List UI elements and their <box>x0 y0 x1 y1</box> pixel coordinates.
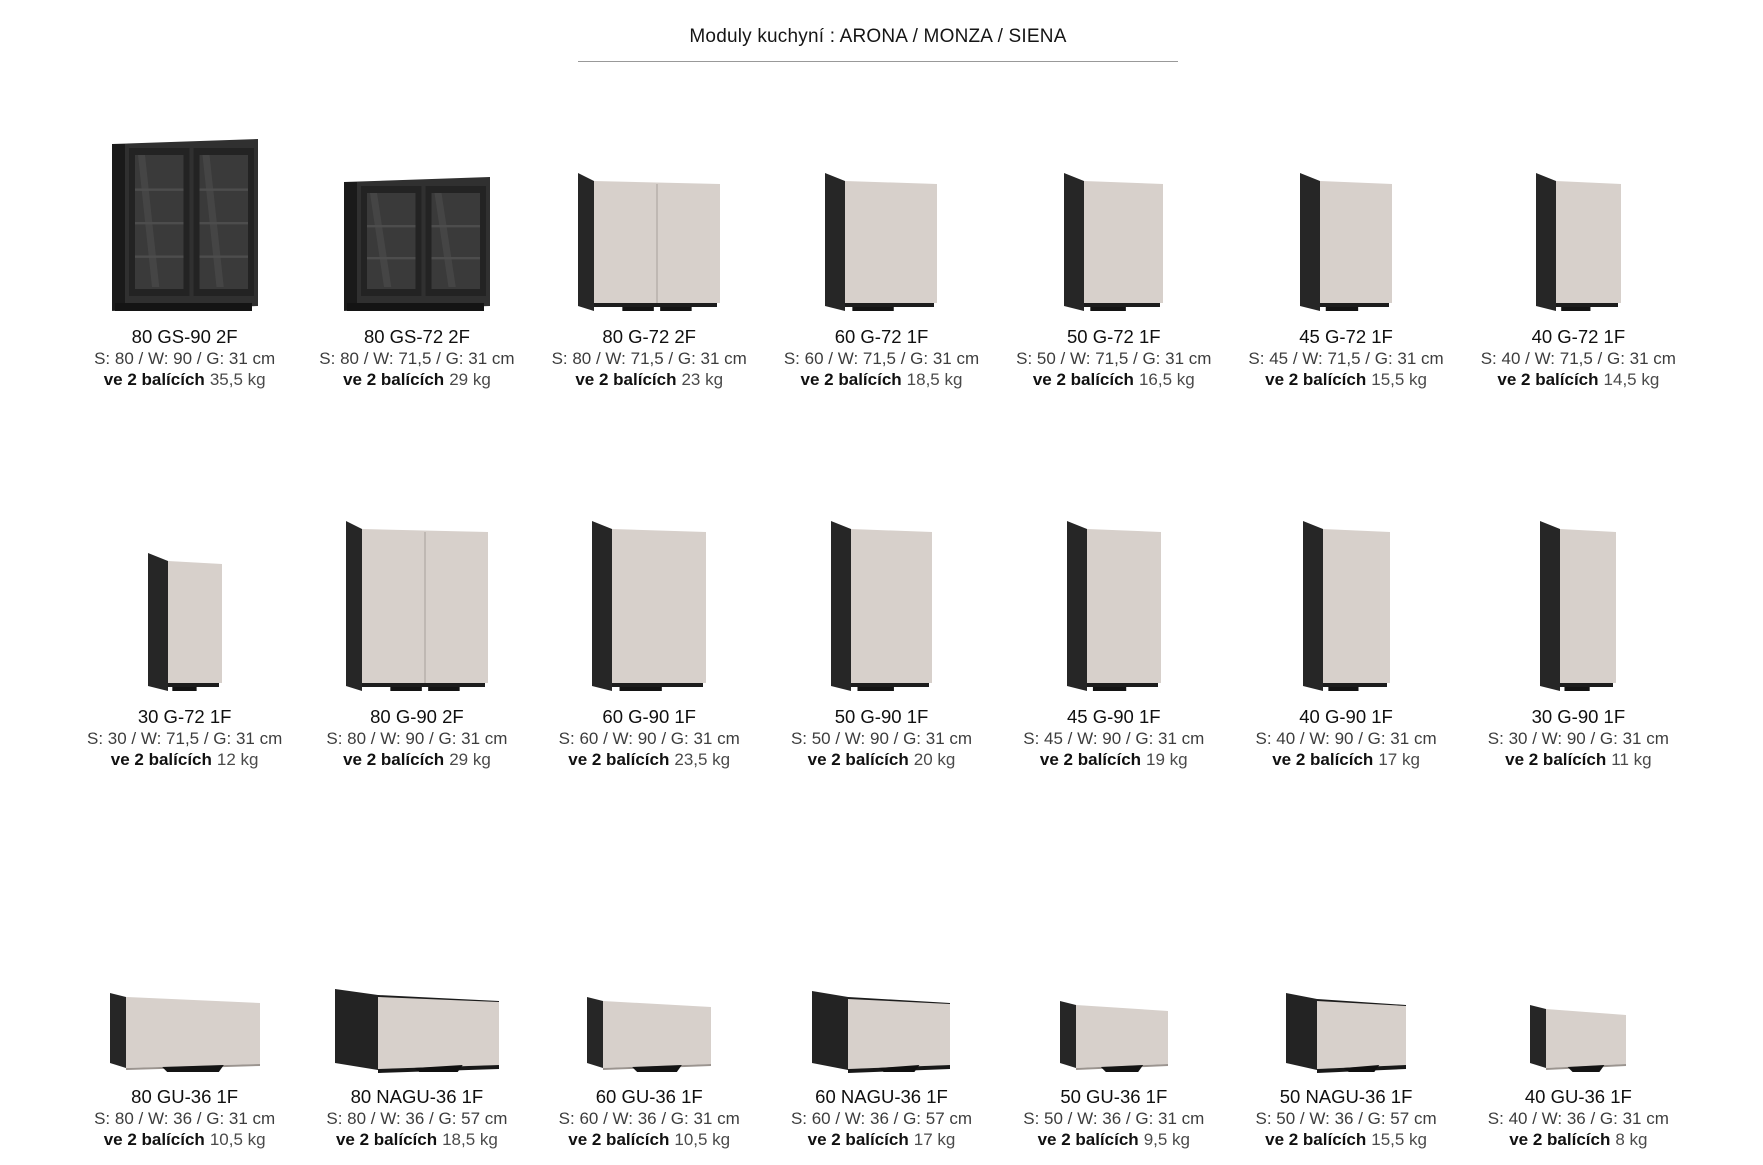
weight-value: 18,5 kg <box>442 1130 498 1149</box>
cabinet-image <box>825 173 937 313</box>
product-card <box>69 390 301 770</box>
product-weight <box>1040 749 1188 770</box>
weight-value: 10,5 kg <box>674 1130 731 1149</box>
product-dimensions: S: 60 / W: 36 / G: 31 cm <box>558 1109 740 1128</box>
product-weight <box>808 749 956 770</box>
product-row-3 <box>69 770 1695 1150</box>
product-dimensions: S: 80 / W: 71,5 / G: 31 cm <box>319 349 515 368</box>
product-card <box>998 66 1230 390</box>
product-weight <box>336 1129 498 1150</box>
weight-value: 17 kg <box>1378 750 1420 769</box>
cabinet-image <box>587 997 711 1073</box>
cabinet-image <box>1540 521 1616 693</box>
product-card <box>1230 770 1462 1150</box>
package-label: ve 2 balících <box>1037 1130 1139 1149</box>
product-weight <box>104 369 266 390</box>
product-dimensions: S: 30 / W: 90 / G: 31 cm <box>1487 729 1669 748</box>
cabinet-image <box>344 177 490 313</box>
package-label: ve 2 balících <box>1497 370 1599 389</box>
cabinet-image <box>112 139 258 313</box>
product-weight <box>575 369 723 390</box>
weight-value: 29 kg <box>449 750 491 769</box>
product-weight <box>1509 1129 1647 1150</box>
weight-value: 8 kg <box>1615 1130 1648 1149</box>
package-label: ve 2 balících <box>568 1130 670 1149</box>
product-code: 80 GS-72 2F <box>363 326 470 347</box>
page-header <box>0 0 1763 66</box>
product-code: 40 GU-36 1F <box>1524 1086 1632 1107</box>
cabinet-image <box>110 993 260 1073</box>
weight-value: 18,5 kg <box>906 370 963 389</box>
product-dimensions: S: 45 / W: 90 / G: 31 cm <box>1023 729 1205 748</box>
product-code: 60 NAGU-36 1F <box>815 1086 948 1107</box>
product-weight <box>568 1129 730 1150</box>
product-code: 60 G-72 1F <box>834 326 929 347</box>
package-label: ve 2 balících <box>343 750 445 769</box>
product-dimensions: S: 40 / W: 71,5 / G: 31 cm <box>1480 349 1676 368</box>
product-weight <box>808 1129 956 1150</box>
product-card <box>301 390 533 770</box>
product-weight <box>1505 749 1651 770</box>
product-card <box>1230 390 1462 770</box>
product-card <box>533 66 765 390</box>
package-label: ve 2 balících <box>1265 370 1367 389</box>
cabinet-image <box>335 989 499 1073</box>
product-weight <box>104 1129 266 1150</box>
product-card <box>69 66 301 390</box>
product-card <box>533 390 765 770</box>
cabinet-image <box>1286 993 1406 1073</box>
product-weight <box>1265 369 1427 390</box>
package-label: ve 2 balících <box>1265 1130 1367 1149</box>
weight-value: 10,5 kg <box>209 1130 266 1149</box>
product-weight <box>1497 369 1659 390</box>
product-dimensions: S: 40 / W: 36 / G: 31 cm <box>1487 1109 1669 1128</box>
product-weight <box>568 749 730 770</box>
weight-value: 29 kg <box>449 370 491 389</box>
weight-value: 15,5 kg <box>1371 1130 1427 1149</box>
weight-value: 23 kg <box>681 370 724 389</box>
cabinet-image <box>1536 173 1621 313</box>
product-card <box>765 66 997 390</box>
cabinet-image <box>346 521 488 693</box>
cabinet-image <box>148 553 222 693</box>
package-label: ve 2 balících <box>568 750 670 769</box>
product-dimensions: S: 80 / W: 36 / G: 57 cm <box>326 1109 508 1128</box>
weight-value: 12 kg <box>216 750 259 769</box>
product-dimensions: S: 50 / W: 36 / G: 31 cm <box>1023 1109 1205 1128</box>
package-label: ve 2 balících <box>807 1130 909 1149</box>
product-dimensions: S: 40 / W: 90 / G: 31 cm <box>1255 729 1437 748</box>
product-dimensions: S: 80 / W: 36 / G: 31 cm <box>94 1109 276 1128</box>
weight-value: 17 kg <box>913 1130 956 1149</box>
product-card <box>533 770 765 1150</box>
product-code: 40 G-90 1F <box>1299 706 1393 727</box>
cabinet-image <box>578 173 720 313</box>
cabinet-image <box>1530 1005 1626 1073</box>
package-label: ve 2 balících <box>1032 370 1134 389</box>
weight-value: 15,5 kg <box>1371 370 1427 389</box>
product-dimensions: S: 50 / W: 36 / G: 57 cm <box>1255 1109 1437 1128</box>
product-dimensions: S: 80 / W: 90 / G: 31 cm <box>94 349 276 368</box>
product-card <box>1462 66 1694 390</box>
product-card <box>765 390 997 770</box>
product-dimensions: S: 80 / W: 90 / G: 31 cm <box>326 729 508 748</box>
product-code: 30 G-72 1F <box>137 706 232 727</box>
cabinet-image <box>812 991 950 1073</box>
product-weight <box>343 749 491 770</box>
product-code: 80 GS-90 2F <box>131 326 238 347</box>
product-card <box>998 770 1230 1150</box>
product-weight <box>801 369 963 390</box>
package-label: ve 2 balících <box>807 750 909 769</box>
cabinet-image <box>1064 173 1163 313</box>
product-card <box>301 770 533 1150</box>
product-code: 40 G-72 1F <box>1531 326 1626 347</box>
product-row-1 <box>69 66 1695 390</box>
product-weight <box>1272 749 1420 770</box>
product-code: 80 GU-36 1F <box>131 1086 239 1107</box>
product-card <box>69 770 301 1150</box>
product-dimensions: S: 30 / W: 71,5 / G: 31 cm <box>87 729 283 748</box>
product-card <box>1462 390 1694 770</box>
product-code: 50 GU-36 1F <box>1060 1086 1168 1107</box>
package-label: ve 2 balících <box>1039 750 1142 769</box>
product-code: 80 NAGU-36 1F <box>350 1086 484 1107</box>
package-label: ve 2 balících <box>103 1130 205 1149</box>
package-label: ve 2 balících <box>110 750 212 769</box>
product-code: 60 GU-36 1F <box>595 1086 703 1107</box>
product-weight <box>111 749 259 770</box>
package-label: ve 2 balících <box>1505 750 1607 769</box>
product-weight <box>1033 369 1195 390</box>
product-dimensions: S: 60 / W: 90 / G: 31 cm <box>558 729 740 748</box>
package-label: ve 2 balících <box>103 370 205 389</box>
package-label: ve 2 balících <box>1509 1130 1611 1149</box>
weight-value: 14,5 kg <box>1603 370 1660 389</box>
product-weight <box>1038 1129 1190 1150</box>
product-card <box>1462 770 1694 1150</box>
product-code: 45 G-72 1F <box>1299 326 1393 347</box>
cabinet-image <box>1060 1001 1168 1073</box>
package-label: ve 2 balících <box>575 370 677 389</box>
weight-value: 20 kg <box>913 750 956 769</box>
weight-value: 35,5 kg <box>209 370 266 389</box>
cabinet-image <box>1300 173 1392 313</box>
product-card <box>765 770 997 1150</box>
weight-value: 11 kg <box>1611 750 1652 769</box>
product-row-2 <box>69 390 1695 770</box>
product-code: 30 G-90 1F <box>1531 706 1626 727</box>
product-code: 45 G-90 1F <box>1066 706 1161 727</box>
product-code: 50 G-90 1F <box>834 706 929 727</box>
product-code: 80 G-72 2F <box>602 326 696 347</box>
product-dimensions: S: 45 / W: 71,5 / G: 31 cm <box>1248 349 1444 368</box>
product-card <box>1230 66 1462 390</box>
product-code: 80 G-90 2F <box>370 706 464 727</box>
page-title: Moduly kuchyní : ARONA / MONZA / SIENA <box>578 26 1178 62</box>
weight-value: 23,5 kg <box>674 750 731 769</box>
product-card <box>998 390 1230 770</box>
product-code: 50 G-72 1F <box>1066 326 1161 347</box>
product-code: 60 G-90 1F <box>602 706 696 727</box>
weight-value: 16,5 kg <box>1138 370 1195 389</box>
cabinet-image <box>1303 521 1390 693</box>
product-dimensions: S: 80 / W: 71,5 / G: 31 cm <box>551 349 747 368</box>
cabinet-image <box>592 521 706 693</box>
product-code: 50 NAGU-36 1F <box>1279 1086 1413 1107</box>
product-weight <box>343 369 491 390</box>
weight-value: 9,5 kg <box>1143 1130 1190 1149</box>
product-dimensions: S: 50 / W: 90 / G: 31 cm <box>790 729 973 748</box>
product-dimensions: S: 60 / W: 71,5 / G: 31 cm <box>783 349 980 368</box>
package-label: ve 2 balících <box>1272 750 1374 769</box>
cabinet-image <box>831 521 932 693</box>
product-weight <box>1265 1129 1427 1150</box>
product-dimensions: S: 60 / W: 36 / G: 57 cm <box>790 1109 973 1128</box>
package-label: ve 2 balících <box>343 370 445 389</box>
product-card <box>301 66 533 390</box>
package-label: ve 2 balících <box>800 370 902 389</box>
product-dimensions: S: 50 / W: 71,5 / G: 31 cm <box>1016 349 1212 368</box>
cabinet-image <box>1067 521 1161 693</box>
weight-value: 19 kg <box>1146 750 1188 769</box>
package-label: ve 2 balících <box>335 1130 438 1149</box>
